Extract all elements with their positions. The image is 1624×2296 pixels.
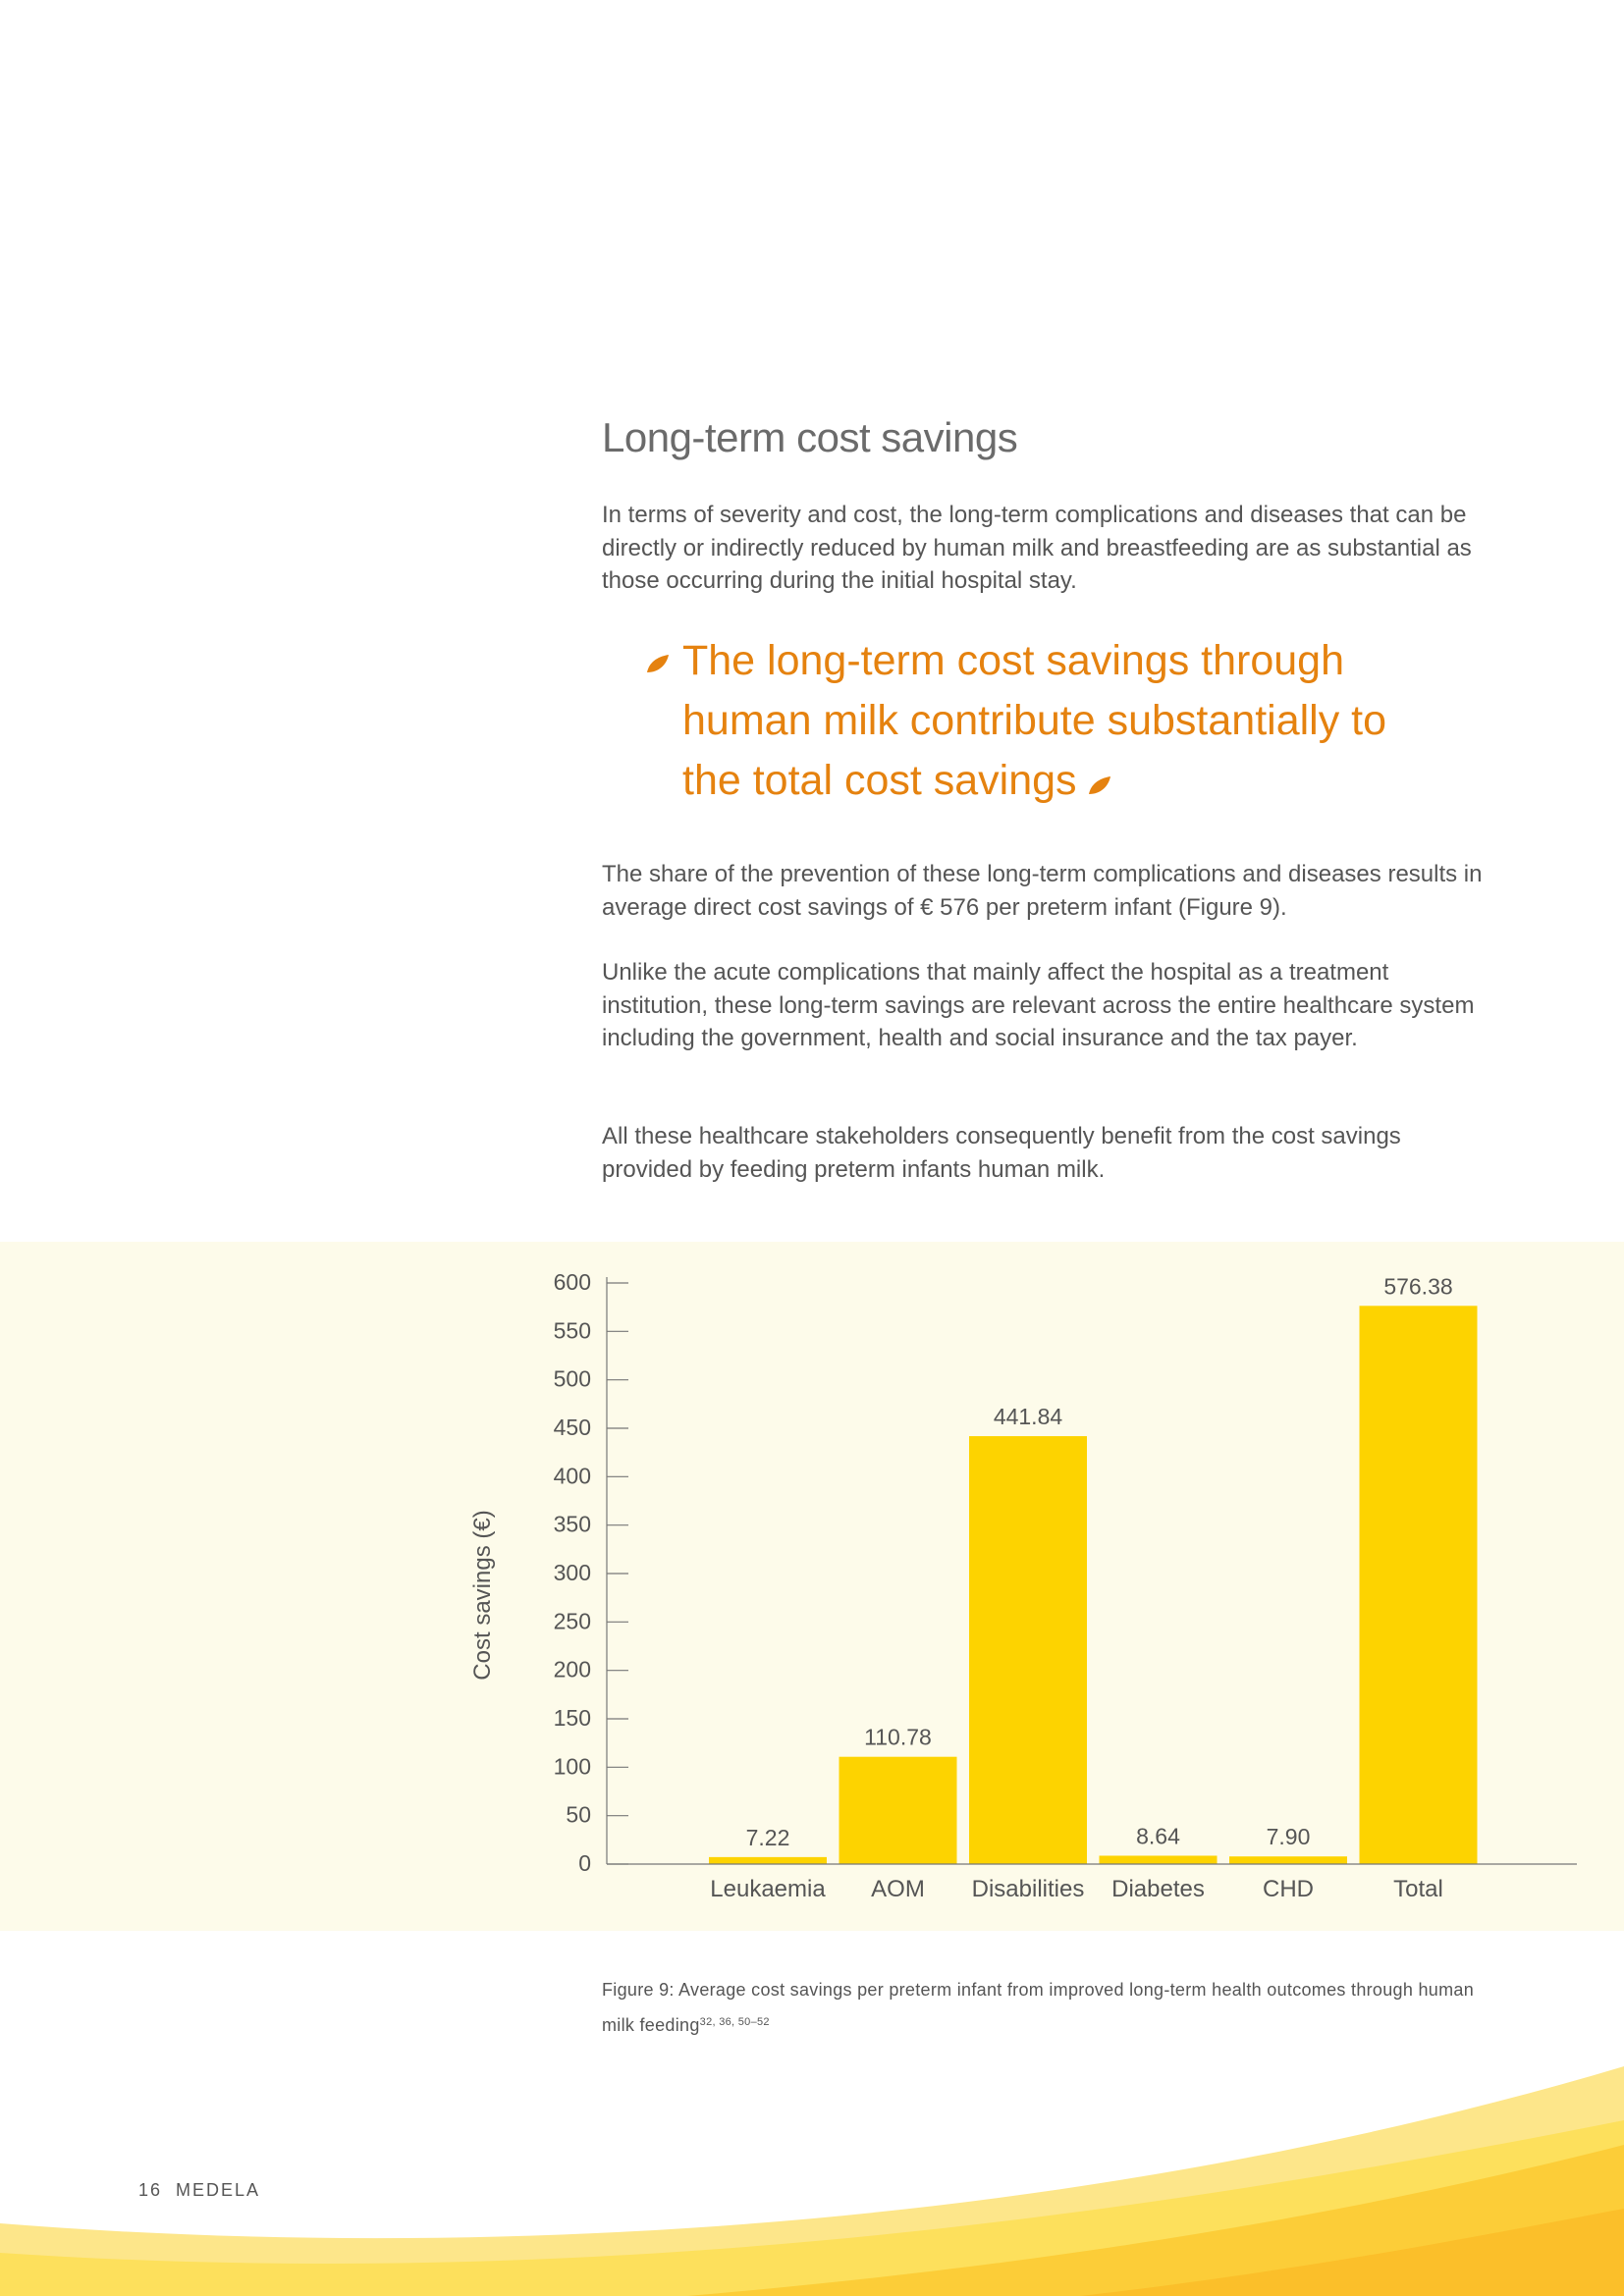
data-label: 7.90 bbox=[1266, 1824, 1311, 1850]
bar bbox=[969, 1436, 1087, 1864]
data-label: 8.64 bbox=[1136, 1823, 1180, 1849]
body-paragraph: Unlike the acute complications that mainly affect the hospital as a treatment institution, these long-term savings are relevant across the entire healthcare system including the government, health and social insurance and the tax payer. bbox=[602, 959, 1475, 1051]
chart-panel bbox=[0, 1242, 1624, 1931]
bar-chart bbox=[0, 1242, 1624, 1931]
leaf-icon bbox=[1087, 774, 1112, 796]
page-footer bbox=[138, 2180, 274, 2201]
y-tick-label: 0 bbox=[578, 1850, 591, 1876]
y-tick-label: 50 bbox=[566, 1801, 591, 1828]
data-label: 110.78 bbox=[864, 1724, 932, 1750]
data-label: 441.84 bbox=[993, 1404, 1063, 1430]
y-tick-label: 400 bbox=[553, 1463, 591, 1489]
x-axis bbox=[607, 1864, 1577, 1902]
x-tick-label: Diabetes bbox=[1111, 1876, 1205, 1902]
data-label: 576.38 bbox=[1383, 1273, 1453, 1300]
data-label: 7.22 bbox=[745, 1824, 790, 1850]
y-tick-label: 450 bbox=[553, 1415, 591, 1440]
body-paragraph: The share of the prevention of these long-term complications and diseases results in average direct cost savings of € 576 per preterm infant (Figure 9). bbox=[602, 861, 1483, 921]
figure-caption bbox=[602, 1974, 1486, 2042]
section-heading: Long-term cost savings bbox=[602, 414, 1018, 460]
y-tick-label: 150 bbox=[553, 1705, 591, 1731]
brand-name: MEDELA bbox=[176, 2180, 261, 2200]
page-number: 16 bbox=[138, 2180, 163, 2200]
bar bbox=[709, 1857, 827, 1864]
pull-quote-text: The long-term cost savings through human milk contribute substantially to the total cost savings bbox=[682, 637, 1387, 804]
x-tick-label: CHD bbox=[1263, 1876, 1314, 1902]
x-tick-label: Disabilities bbox=[971, 1876, 1085, 1902]
bar bbox=[1100, 1855, 1218, 1864]
y-axis bbox=[554, 1269, 628, 1876]
decorative-wave bbox=[0, 2052, 1624, 2296]
y-tick-label: 250 bbox=[553, 1608, 591, 1634]
bar bbox=[839, 1757, 957, 1864]
x-tick-label: Total bbox=[1393, 1876, 1443, 1902]
figure-caption-text: Figure 9: Average cost savings per preterm infant from improved long-term health outcomes through human milk feeding bbox=[602, 1980, 1474, 2035]
y-tick-label: 600 bbox=[553, 1269, 591, 1295]
y-tick-label: 300 bbox=[553, 1560, 591, 1585]
leaf-icon bbox=[645, 653, 671, 674]
bars bbox=[709, 1273, 1478, 1864]
intro-paragraph: In terms of severity and cost, the long-term complications and diseases that can be directly or indirectly reduced by human milk and breastfeeding are as substantial as those occurring during the initial hospital stay. bbox=[602, 502, 1472, 594]
y-tick-label: 550 bbox=[553, 1317, 591, 1344]
body-paragraph: All these healthcare stakeholders consequently benefit from the cost savings provided by feeding preterm infants human milk. bbox=[602, 1123, 1401, 1183]
y-tick-label: 200 bbox=[553, 1656, 591, 1682]
bar bbox=[1229, 1856, 1347, 1864]
bar bbox=[1360, 1306, 1478, 1864]
x-tick-label: Leukaemia bbox=[710, 1876, 826, 1902]
y-axis-label: Cost savings (€) bbox=[469, 1510, 496, 1681]
reference-superscript: 32, 36, 50–52 bbox=[699, 2016, 770, 2028]
y-tick-label: 350 bbox=[553, 1511, 591, 1537]
y-tick-label: 500 bbox=[553, 1365, 591, 1392]
pull-quote bbox=[682, 631, 1429, 811]
x-tick-label: AOM bbox=[871, 1876, 925, 1902]
y-tick-label: 100 bbox=[553, 1753, 591, 1780]
